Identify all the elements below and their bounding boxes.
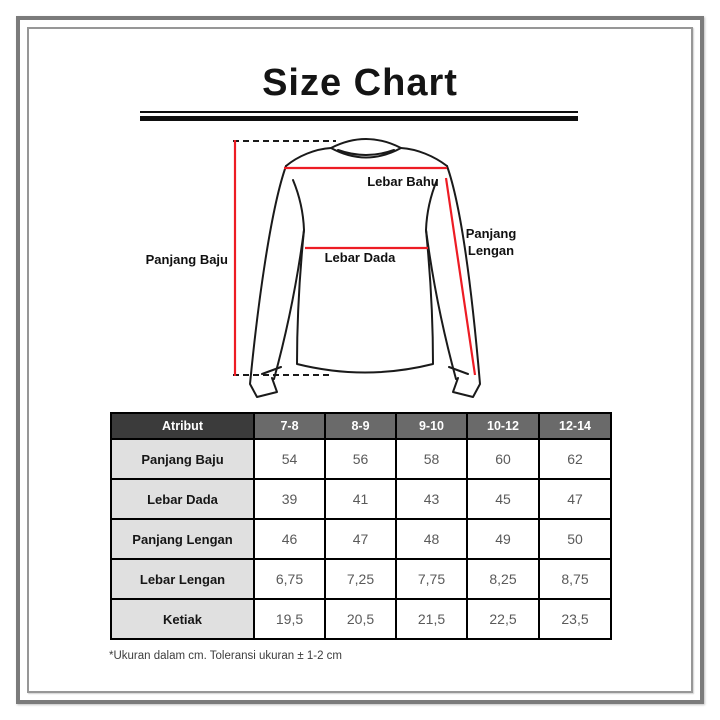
- label-lebar-bahu: Lebar Bahu: [367, 174, 439, 189]
- header-cell-size-9-10: 9-10: [396, 413, 467, 439]
- value-cell: 56: [325, 439, 396, 479]
- value-cell: 39: [254, 479, 325, 519]
- size-table: [110, 412, 612, 640]
- size-tolerance-footnote: *Ukuran dalam cm. Toleransi ukuran ± 1-2 cm: [109, 650, 342, 662]
- value-cell: 7,25: [325, 559, 396, 599]
- header-cell-size-12-14: 12-14: [539, 413, 611, 439]
- table-row: [111, 479, 611, 519]
- value-cell: 23,5: [539, 599, 611, 639]
- value-cell: 22,5: [467, 599, 539, 639]
- value-cell: 43: [396, 479, 467, 519]
- value-cell: 8,75: [539, 559, 611, 599]
- value-cell: 41: [325, 479, 396, 519]
- value-cell: 47: [325, 519, 396, 559]
- table-header-row: [111, 413, 611, 439]
- value-cell: 8,25: [467, 559, 539, 599]
- row-label-cell: Panjang Baju: [111, 439, 254, 479]
- label-panjang-lengan: Panjang Lengan: [465, 226, 517, 258]
- value-cell: 47: [539, 479, 611, 519]
- header-cell-atribut: Atribut: [111, 413, 254, 439]
- row-label-cell: Ketiak: [111, 599, 254, 639]
- table-row: [111, 599, 611, 639]
- value-cell: 6,75: [254, 559, 325, 599]
- value-cell: 62: [539, 439, 611, 479]
- value-cell: 49: [467, 519, 539, 559]
- value-cell: 19,5: [254, 599, 325, 639]
- value-cell: 60: [467, 439, 539, 479]
- table-row: [111, 559, 611, 599]
- value-cell: 21,5: [396, 599, 467, 639]
- table-row: [111, 519, 611, 559]
- value-cell: 50: [539, 519, 611, 559]
- value-cell: 48: [396, 519, 467, 559]
- label-panjang-baju: Panjang Baju: [145, 252, 228, 267]
- value-cell: 54: [254, 439, 325, 479]
- value-cell: 58: [396, 439, 467, 479]
- table-row: [111, 439, 611, 479]
- value-cell: 45: [467, 479, 539, 519]
- row-label-cell: Panjang Lengan: [111, 519, 254, 559]
- header-cell-size-7-8: 7-8: [254, 413, 325, 439]
- label-lebar-dada: Lebar Dada: [324, 250, 396, 265]
- value-cell: 46: [254, 519, 325, 559]
- row-label-cell: Lebar Dada: [111, 479, 254, 519]
- page-title: Size Chart: [262, 62, 458, 104]
- header-cell-size-8-9: 8-9: [325, 413, 396, 439]
- header-cell-size-10-12: 10-12: [467, 413, 539, 439]
- value-cell: 20,5: [325, 599, 396, 639]
- title-divider-rule: [140, 111, 578, 121]
- row-label-cell: Lebar Lengan: [111, 559, 254, 599]
- value-cell: 7,75: [396, 559, 467, 599]
